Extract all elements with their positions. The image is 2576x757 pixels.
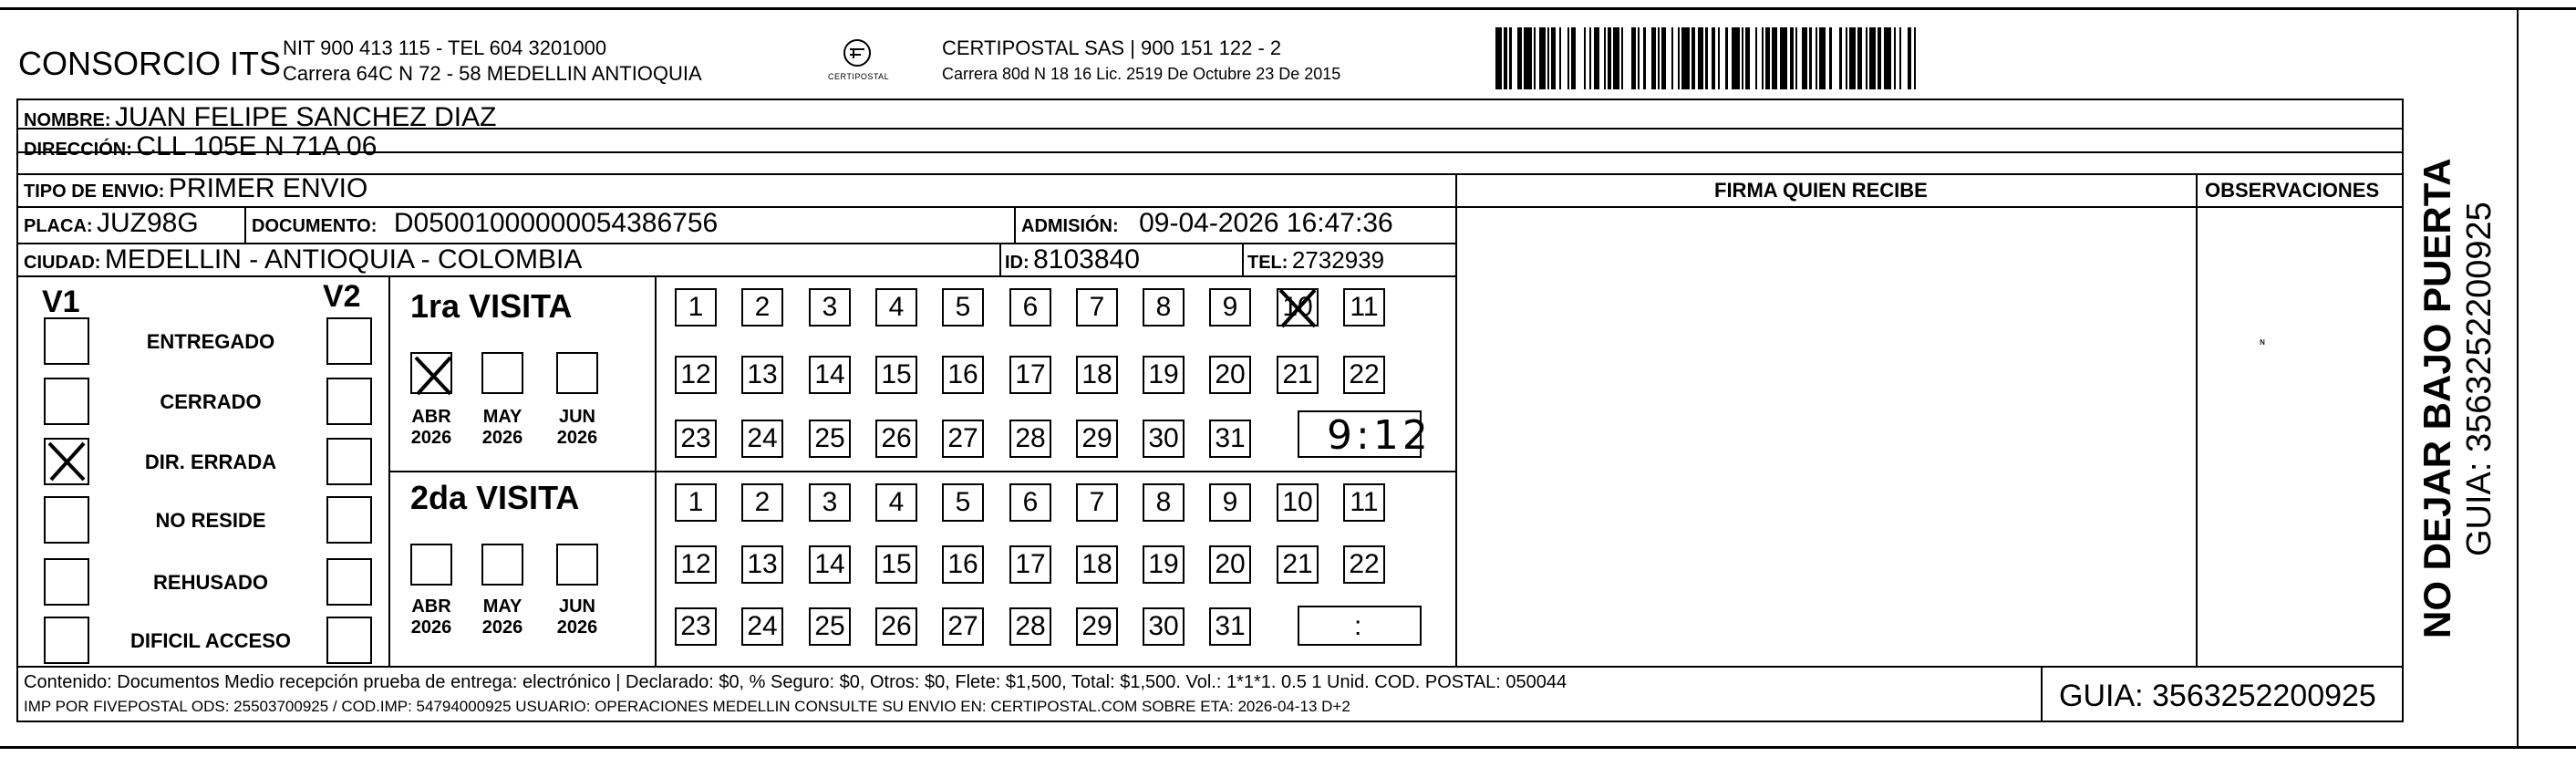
- placa-divider: [244, 206, 246, 243]
- certipostal-logo: [825, 35, 889, 89]
- direccion-value: CLL 105E N 71A 06: [136, 131, 378, 161]
- barcode-bar: [1681, 27, 1690, 89]
- visit2-day-box[interactable]: 9: [1209, 483, 1251, 522]
- visit1-month-name: JUN: [558, 407, 595, 427]
- visit2-day-box[interactable]: 29: [1076, 607, 1118, 646]
- footer-imp: IMP POR FIVEPOSTAL ODS: 25503700925 / COD.IMP: 54794000925 USUARIO: OPERACIONES MEDELLIN CONSULTE SU ENVIO EN: CERTIPOSTAL.COM SOBRE ETA: 2026-04-13 D+2: [24, 698, 1350, 715]
- status-reason-label: DIFICIL ACCESO: [129, 629, 291, 652]
- visit2-day-box[interactable]: 13: [741, 545, 783, 584]
- visit1-day-box[interactable]: 12: [675, 356, 717, 394]
- carrier-name: CERTIPOSTAL SAS | 900 151 122 - 2: [942, 36, 1282, 59]
- barcode-bar: [1646, 27, 1652, 89]
- top-border: [0, 7, 2576, 10]
- visit2-day-box[interactable]: 6: [1009, 483, 1051, 522]
- barcode-bar: [1623, 27, 1631, 89]
- status-reason-label: REHUSADO: [153, 571, 268, 594]
- admision-value: 09-04-2026 16:47:36: [1139, 208, 1393, 238]
- ciudad-label: CIUDAD:: [24, 253, 101, 273]
- id-row: [1005, 246, 1140, 274]
- visit2-day-box[interactable]: 15: [875, 545, 917, 584]
- visit1-day-box[interactable]: 2: [741, 288, 783, 327]
- visit1-day-box[interactable]: 26: [875, 420, 917, 458]
- visit2-time: :: [1354, 611, 1362, 641]
- row-line: [2196, 206, 2404, 208]
- visit2-day-box[interactable]: 11: [1343, 483, 1385, 522]
- carrier-address: Carrera 80d N 18 16 Lic. 2519 De Octubre 23 De 2015: [942, 65, 1341, 83]
- company-name: CONSORCIO ITS: [18, 45, 282, 82]
- visit2-month-name: JUN: [558, 596, 595, 617]
- visit2-day-box[interactable]: 1: [675, 483, 717, 522]
- v1-checkbox[interactable]: [44, 378, 89, 425]
- visit1-day-box[interactable]: 6: [1009, 288, 1051, 327]
- barcode-bar: [1780, 27, 1788, 89]
- status-reason-label: ENTREGADO: [146, 330, 275, 353]
- v1-checkbox[interactable]: [44, 496, 89, 544]
- barcode-bar: [1916, 27, 1919, 89]
- visit1-day-box[interactable]: 21: [1277, 356, 1319, 394]
- company-address: Carrera 64C N 72 - 58 MEDELLIN ANTIOQUIA: [283, 62, 702, 85]
- barcode-bar: [1698, 27, 1704, 89]
- visit1-day-box[interactable]: 17: [1009, 356, 1051, 394]
- visit2-day-box[interactable]: 30: [1143, 607, 1185, 646]
- visit2-day-box[interactable]: 17: [1009, 545, 1051, 584]
- visit2-month-label: [399, 596, 463, 638]
- footer-content: Contenido: Documentos Medio recepción prueba de entrega: electrónico | Declarado: $0, % Seguro: $0, Otros: $0, Flete: $1,500, Total: $1,500. Vol.: 1*1*1. 0.5 1 Unid. COD. POSTAL: 050044: [24, 672, 1567, 692]
- visit1-day-box[interactable]: 5: [942, 288, 984, 327]
- status-reason-label: DIR. ERRADA: [144, 451, 277, 473]
- visit2-month-checkbox[interactable]: [481, 544, 523, 586]
- visit1-time: 9:12: [1327, 412, 1432, 459]
- visit2-month-year: 2026: [481, 617, 523, 638]
- visit1-month-checkbox[interactable]: [410, 352, 452, 394]
- right-border: [2517, 7, 2519, 748]
- barcode-bar: [1772, 27, 1778, 89]
- barcode-bar: [1832, 27, 1840, 89]
- visit1-day-box[interactable]: 10: [1277, 288, 1319, 327]
- v1-checkbox[interactable]: [44, 438, 89, 485]
- visit1-day-box[interactable]: 27: [942, 420, 984, 458]
- form-right-edge: [2402, 99, 2404, 669]
- visit1-month-label: [545, 407, 609, 449]
- tel-value: 2732939: [1291, 246, 1385, 274]
- placa-row: [24, 210, 199, 237]
- barcode-bar: [1594, 27, 1600, 89]
- tipo-row: [24, 175, 367, 202]
- visit1-month-checkbox[interactable]: [481, 352, 523, 394]
- barcode-bar: [1576, 27, 1584, 89]
- v2-checkbox[interactable]: [326, 317, 372, 365]
- barcode-bar: [1539, 27, 1546, 89]
- visit1-day-box[interactable]: 19: [1143, 356, 1185, 394]
- company-nit: NIT 900 413 115 - TEL 604 3201000: [283, 36, 607, 59]
- visit2-day-box[interactable]: 24: [741, 607, 783, 646]
- v1-checkbox[interactable]: [44, 558, 89, 606]
- visit1-day-box[interactable]: 25: [809, 420, 851, 458]
- visit2-time-box[interactable]: [1298, 606, 1422, 646]
- visit2-day-box[interactable]: 20: [1209, 545, 1251, 584]
- visit2-day-box[interactable]: 23: [675, 607, 717, 646]
- barcode-bar: [1901, 27, 1908, 89]
- id-value: 8103840: [1033, 244, 1140, 275]
- documento-value: D05001000000054386756: [393, 208, 719, 238]
- visit1-month-label: [399, 407, 463, 449]
- visit2-day-box[interactable]: 18: [1076, 545, 1118, 584]
- visit2-day-box[interactable]: 5: [942, 483, 984, 522]
- barcode-bar: [1732, 27, 1740, 89]
- ciudad-value: MEDELLIN - ANTIOQUIA - COLOMBIA: [104, 244, 583, 275]
- barcode-bar: [1561, 27, 1567, 89]
- visit2-day-box[interactable]: 28: [1009, 607, 1051, 646]
- visit2-month-checkbox[interactable]: [410, 544, 452, 586]
- visit1-day-box[interactable]: 24: [741, 420, 783, 458]
- v2-checkbox[interactable]: [326, 496, 372, 544]
- row-line: [1455, 206, 2198, 208]
- visit1-month-year: 2026: [481, 428, 523, 448]
- admision-row: [1021, 210, 1393, 237]
- visit1-month-name: ABR: [411, 407, 451, 427]
- v2-checkbox[interactable]: [326, 438, 372, 485]
- barcode-bar: [1802, 27, 1808, 89]
- documento-label: DOCUMENTO:: [252, 216, 378, 236]
- barcode-bar: [1819, 27, 1826, 89]
- visit1-day-box[interactable]: 23: [675, 420, 717, 458]
- documento-row: [252, 210, 718, 237]
- visit1-day-box[interactable]: 11: [1343, 288, 1385, 327]
- admision-divider: [1014, 206, 1016, 243]
- status-reason-label: NO RESIDE: [155, 509, 266, 532]
- placa-label: PLACA:: [24, 216, 93, 236]
- nombre-value: JUAN FELIPE SANCHEZ DIAZ: [115, 102, 497, 132]
- barcode-bar: [1524, 27, 1532, 89]
- visit1-day-box[interactable]: 15: [875, 356, 917, 394]
- form-divider-obs: [2196, 173, 2198, 668]
- visit2-day-box[interactable]: 19: [1143, 545, 1185, 584]
- barcode-bar: [1613, 27, 1619, 89]
- v1-checkbox[interactable]: [44, 317, 89, 365]
- placa-value: JUZ98G: [97, 208, 199, 238]
- tel-row: [1247, 248, 1384, 272]
- barcode-bar: [1869, 27, 1876, 89]
- visit2-month-label: [471, 596, 534, 638]
- visit1-day-box[interactable]: 29: [1076, 420, 1118, 458]
- tracking-barcode: [1495, 27, 2225, 89]
- visit2-day-box[interactable]: 8: [1143, 483, 1185, 522]
- visit1-month-name: MAY: [482, 407, 522, 427]
- bottom-border: [0, 746, 2576, 749]
- visit2-day-box[interactable]: 10: [1277, 483, 1319, 522]
- side-guia: GUIA: 3563252200925: [2460, 202, 2498, 556]
- visit1-day-box[interactable]: 31: [1209, 420, 1251, 458]
- v2-checkbox[interactable]: [326, 378, 372, 425]
- tel-label: TEL:: [1247, 253, 1288, 273]
- visit1-day-box[interactable]: 14: [809, 356, 851, 394]
- visit1-day-box[interactable]: 22: [1343, 356, 1385, 394]
- visit1-month-label: [471, 407, 534, 449]
- v1-checkbox[interactable]: [44, 617, 89, 664]
- visit2-day-box[interactable]: 3: [809, 483, 851, 522]
- visit1-day-box[interactable]: 8: [1143, 288, 1185, 327]
- visit2-day-box[interactable]: 14: [809, 545, 851, 584]
- footer-guia: GUIA: 3563252200925: [2059, 679, 2376, 713]
- id-label: ID:: [1005, 253, 1029, 273]
- barcode-bar: [1512, 27, 1518, 89]
- visit1-day-box[interactable]: 30: [1143, 420, 1185, 458]
- visit1-day-box[interactable]: 4: [875, 288, 917, 327]
- visit2-month-name: ABR: [411, 596, 451, 617]
- row-line: [16, 275, 1457, 277]
- firma-header: FIRMA QUIEN RECIBE: [1714, 179, 1928, 202]
- direccion-label: DIRECCIÓN:: [24, 140, 132, 160]
- visit1-day-box[interactable]: 7: [1076, 288, 1118, 327]
- visit2-day-box[interactable]: 27: [942, 607, 984, 646]
- visit1-month-year: 2026: [556, 428, 598, 448]
- barcode-bar: [1750, 27, 1756, 89]
- visit1-day-box[interactable]: 20: [1209, 356, 1251, 394]
- visit1-day-box[interactable]: 28: [1009, 420, 1051, 458]
- visit2-month-year: 2026: [410, 617, 452, 638]
- visit2-day-box[interactable]: 22: [1343, 545, 1385, 584]
- v2-label: V2: [323, 279, 361, 314]
- v2-checkbox[interactable]: [326, 558, 372, 606]
- visit2-month-name: MAY: [482, 596, 522, 617]
- visit1-day-box[interactable]: 3: [809, 288, 851, 327]
- v1-label: V1: [42, 285, 80, 319]
- visit1-month-checkbox[interactable]: [556, 352, 598, 394]
- barcode-bar: [1720, 27, 1726, 89]
- visit2-day-box[interactable]: 21: [1277, 545, 1319, 584]
- visit2-day-box[interactable]: 16: [942, 545, 984, 584]
- visit2-month-label: [545, 596, 609, 638]
- direccion-row: [24, 133, 377, 161]
- visit2-day-box[interactable]: 7: [1076, 483, 1118, 522]
- ciudad-row: [24, 246, 582, 274]
- tipo-value: PRIMER ENVIO: [168, 173, 368, 203]
- tipo-label: TIPO DE ENVIO:: [24, 181, 165, 202]
- visit1-day-box[interactable]: 16: [942, 356, 984, 394]
- visit1-day-box[interactable]: 9: [1209, 288, 1251, 327]
- side-warning: NO DEJAR BAJO PUERTA: [2416, 158, 2458, 638]
- nombre-label-text: NOMBRE:: [24, 110, 111, 130]
- barcode-bar: [1495, 27, 1502, 89]
- row-line: [16, 173, 2404, 175]
- visit1-day-check: [1277, 286, 1319, 330]
- visit1-title: 1ra VISITA: [410, 287, 573, 325]
- visit2-day-box[interactable]: 26: [875, 607, 917, 646]
- visit2-day-box[interactable]: 4: [875, 483, 917, 522]
- visit2-month-year: 2026: [556, 617, 598, 638]
- v2-checkbox[interactable]: [326, 617, 372, 664]
- form-divider-sig: [1455, 173, 1457, 668]
- visit2-day-box[interactable]: 25: [809, 607, 851, 646]
- visit2-day-box[interactable]: 2: [741, 483, 783, 522]
- visit1-day-box[interactable]: 1: [675, 288, 717, 327]
- visit-divider: [388, 471, 1457, 472]
- id-divider: [999, 243, 1001, 275]
- signature-mark: ᶰ: [2260, 337, 2266, 352]
- logo-text: CERTIPOSTAL: [828, 72, 890, 81]
- visit2-day-box[interactable]: 31: [1209, 607, 1251, 646]
- visit1-time-box[interactable]: [1298, 410, 1432, 459]
- barcode-bar: [1884, 27, 1892, 89]
- barcode-bar: [1666, 27, 1672, 89]
- visit1-month-year: 2026: [410, 428, 452, 448]
- visit1-day-box[interactable]: 13: [741, 356, 783, 394]
- admision-label: ADMISIÓN:: [1021, 216, 1119, 236]
- visit2-title: 2da VISITA: [410, 479, 580, 516]
- tel-divider: [1242, 243, 1244, 275]
- visit1-day-box[interactable]: 18: [1076, 356, 1118, 394]
- barcode-bar: [1849, 27, 1856, 89]
- visit2-day-box[interactable]: 12: [675, 545, 717, 584]
- visit2-month-checkbox[interactable]: [556, 544, 598, 586]
- nombre-label: [24, 104, 496, 131]
- observaciones-header: OBSERVACIONES: [2205, 179, 2380, 202]
- status-reason-label: CERRADO: [160, 390, 262, 413]
